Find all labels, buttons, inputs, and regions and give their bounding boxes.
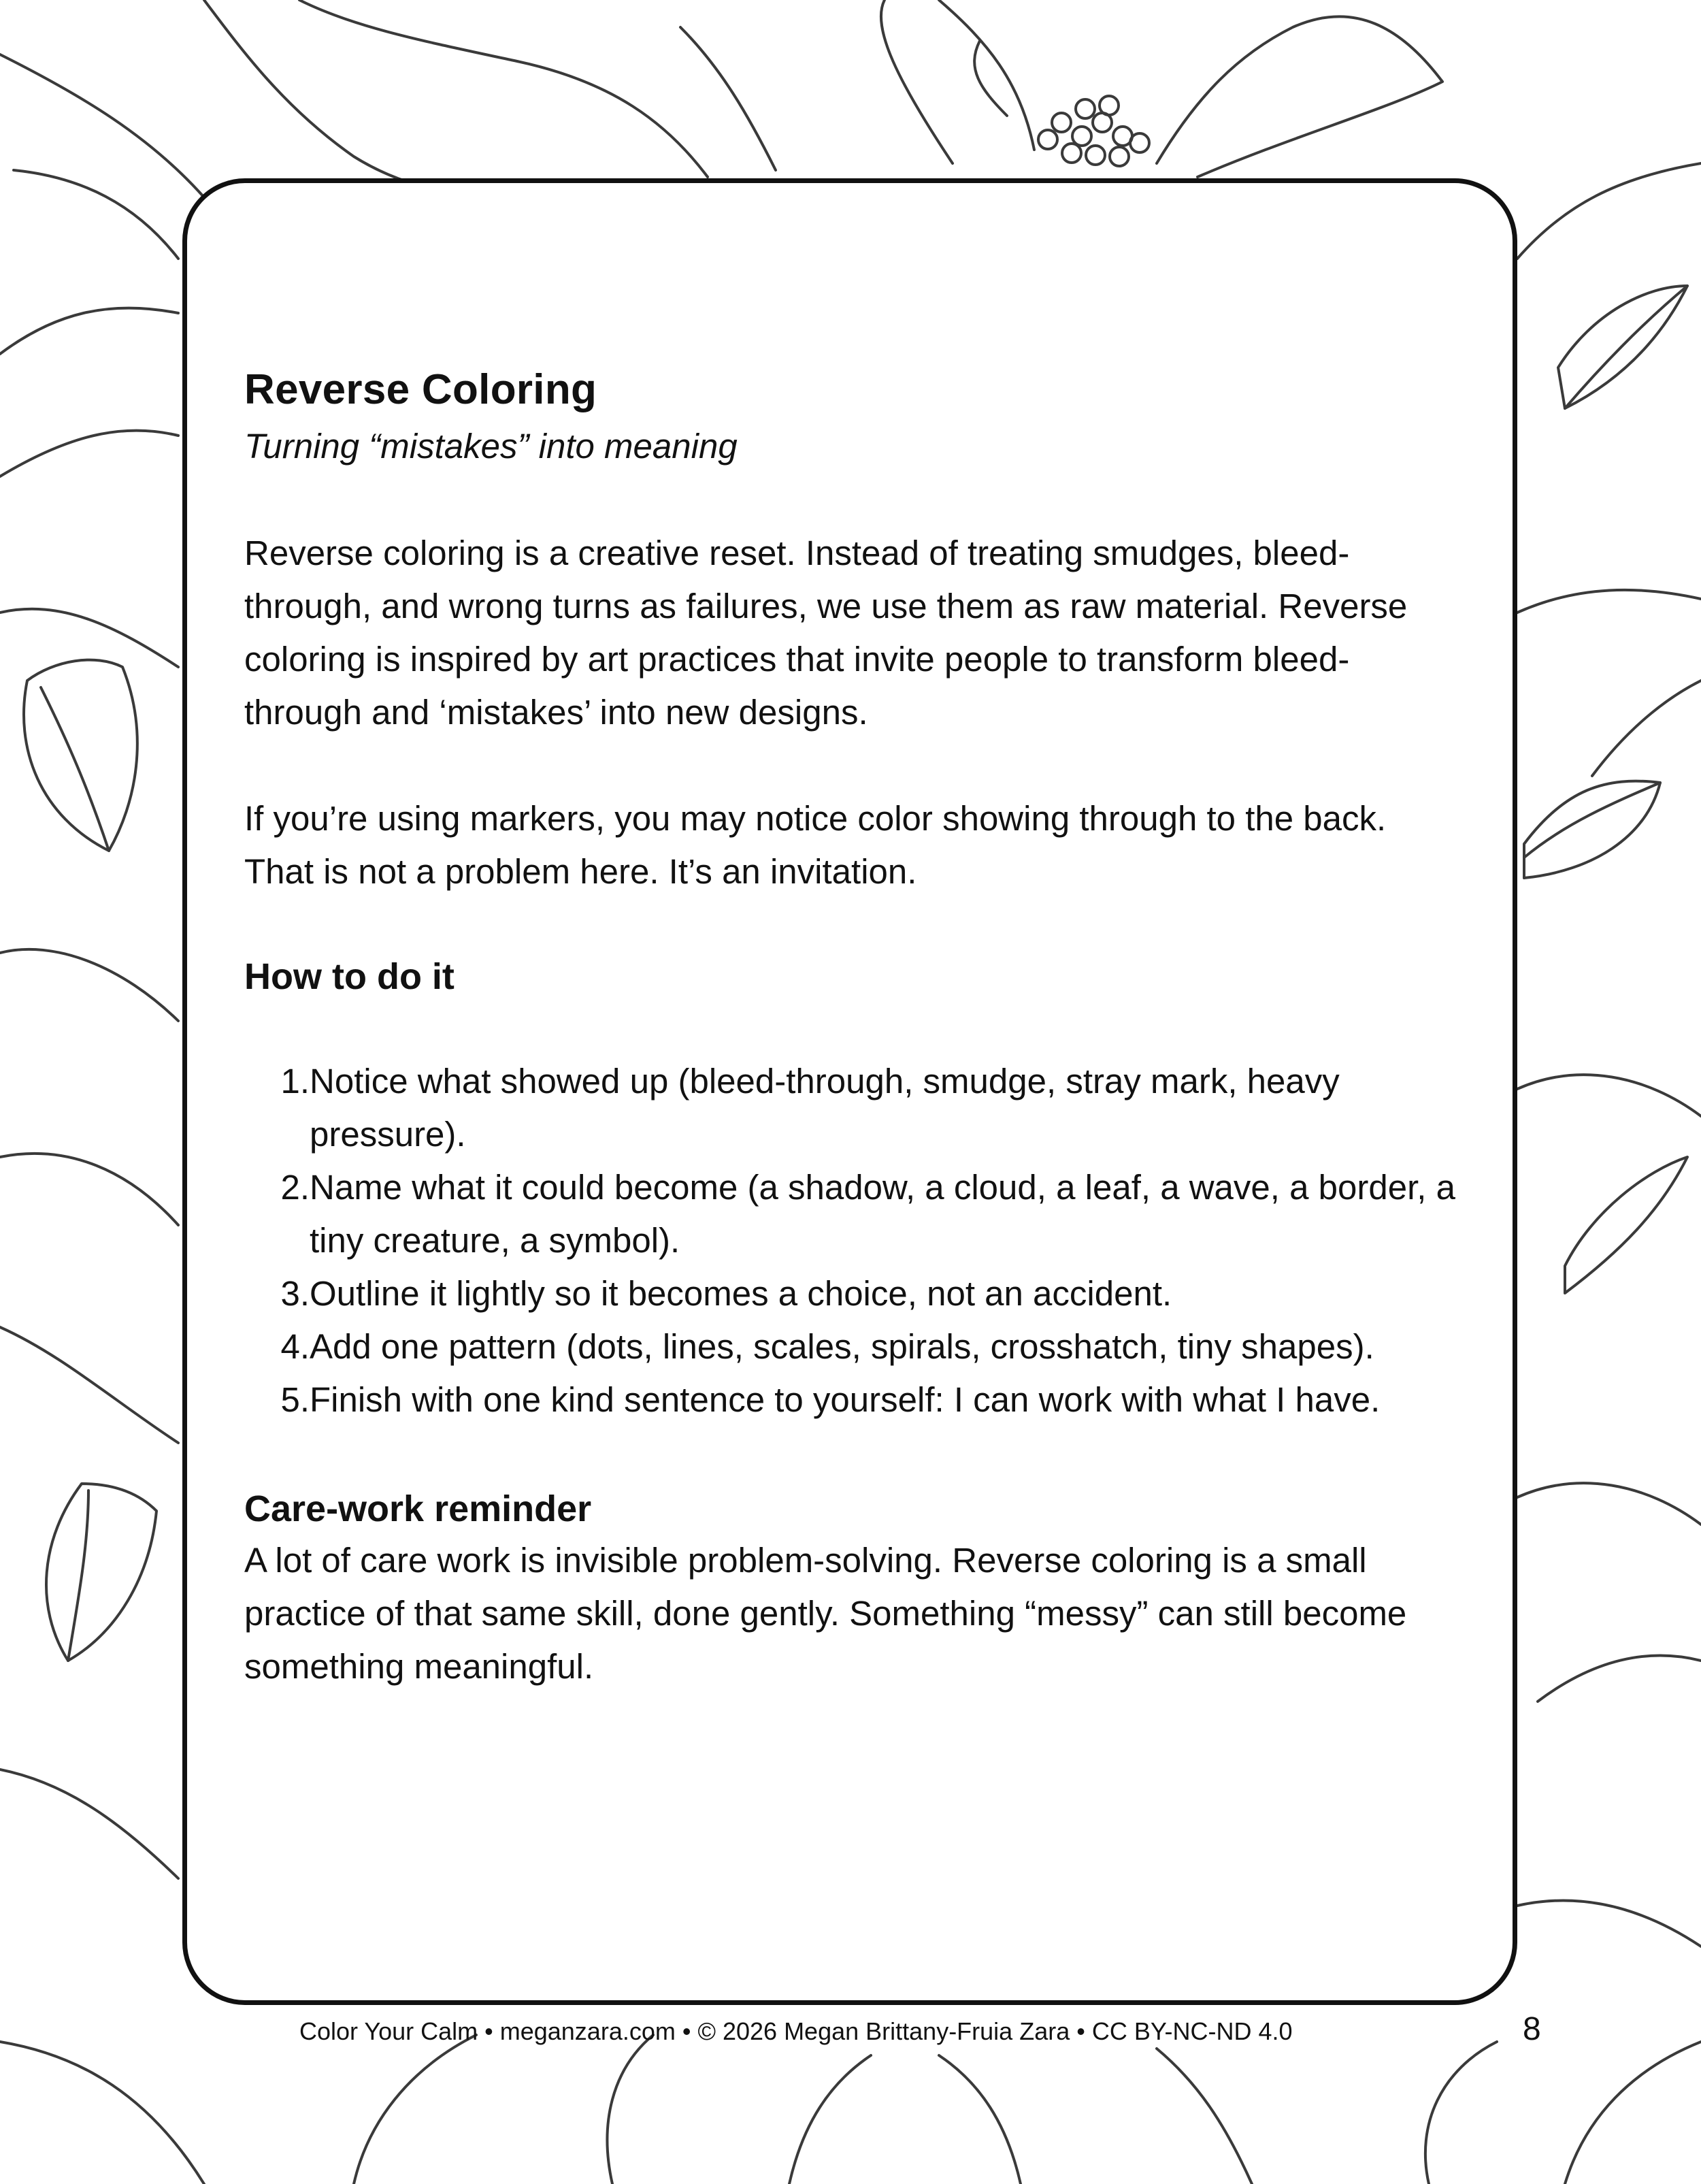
step-number: 1. xyxy=(280,1062,310,1101)
page-subtitle: Turning “mistakes” into meaning xyxy=(244,426,738,466)
step-number: 5. xyxy=(280,1380,310,1420)
care-work-paragraph: A lot of care work is invisible problem-solving. Reverse coloring is a small practice of that same skill, done gently. Something “messy” can still become something meaningful. xyxy=(244,1541,1407,1686)
intro-paragraph-2: If you’re using markers, you may notice color showing through to the back. That is not a problem here. It’s an invitation. xyxy=(244,799,1387,891)
step-text: Finish with one kind sentence to yourself: I can work with what I have. xyxy=(310,1380,1381,1420)
step-number: 4. xyxy=(280,1327,310,1367)
footer-credit: Color Your Calm • meganzara.com • © 2026 Megan Brittany-Fruia Zara • CC BY-NC-ND 4.0 xyxy=(299,2017,1293,2045)
content-card xyxy=(182,178,1517,2005)
how-to-heading: How to do it xyxy=(244,956,455,997)
step-text: Name what it could become (a shadow, a cloud, a leaf, a wave, a border, a tiny creature, a symbol). xyxy=(310,1168,1455,1260)
step-item xyxy=(244,1161,1458,1267)
steps-list xyxy=(244,1055,1458,1427)
step-item xyxy=(244,1055,1458,1161)
step-item xyxy=(244,1320,1458,1373)
step-text: Outline it lightly so it becomes a choice, not an accident. xyxy=(310,1274,1172,1314)
step-text: Add one pattern (dots, lines, scales, spirals, crosshatch, tiny shapes). xyxy=(310,1327,1374,1367)
step-text: Notice what showed up (bleed-through, smudge, stray mark, heavy pressure). xyxy=(310,1062,1340,1154)
step-item xyxy=(244,1267,1458,1320)
intro-paragraph-1: Reverse coloring is a creative reset. Instead of treating smudges, bleed-through, and wrong turns as failures, we use them as raw material. Reverse coloring is inspired by art practices that invite people to transform bleed-through and ‘mistakes’ into new designs. xyxy=(244,534,1408,732)
page-title: Reverse Coloring xyxy=(244,366,597,413)
step-number: 3. xyxy=(280,1274,310,1314)
step-number: 2. xyxy=(280,1168,310,1207)
step-item xyxy=(244,1373,1458,1427)
care-work-heading: Care-work reminder xyxy=(244,1488,592,1530)
page-number: 8 xyxy=(1523,2011,1541,2047)
